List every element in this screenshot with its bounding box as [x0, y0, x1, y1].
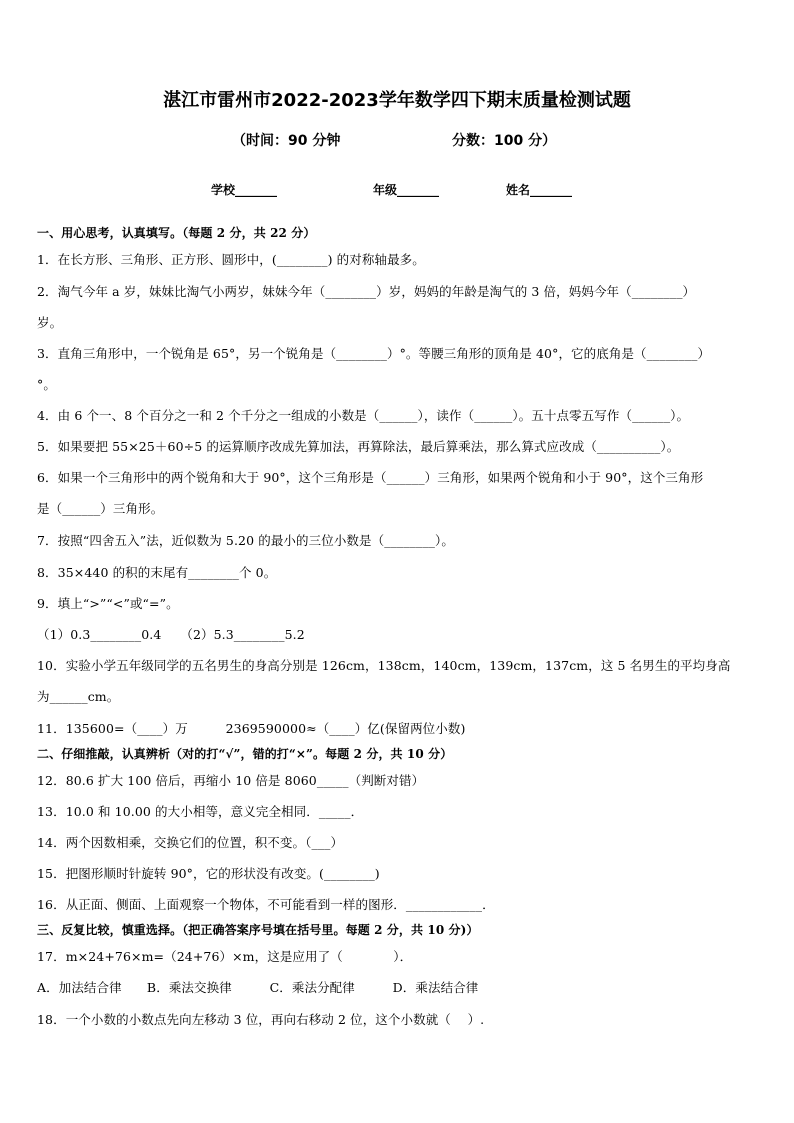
- question-4: 4．由 6 个一、8 个百分之一和 2 个千分之一组成的小数是（______），读作（______）。五十点零五写作（______）。: [37, 408, 690, 423]
- question-1: 1．在长方形、三角形、正方形、圆形中，(________) 的对称轴最多。: [37, 252, 425, 267]
- question-8: 8．35×440 的积的末尾有________个 0。: [37, 565, 277, 580]
- question-9: 9．填上“>”“<”或“=”。: [37, 596, 179, 611]
- name-field: 姓名_______: [506, 183, 573, 197]
- question-11: 11．135600=（____）万 2369590000≈（____）亿(保留两位小数): [37, 721, 466, 736]
- question-5: 5．如果要把 55×25＋60÷5 的运算顺序改成先算加法，再算除法，最后算乘法，那么算式应改成（__________）。: [37, 439, 680, 454]
- question-3-cont: °。: [37, 377, 56, 392]
- question-15: 15．把图形顺时针旋转 90°，它的形状没有改变。(________): [37, 866, 380, 881]
- question-18: 18．一个小数的小数点先向左移动 3 位，再向右移动 2 位，这个小数就（ ）.: [37, 1012, 485, 1027]
- question-6-cont: 是（______）三角形。: [37, 501, 164, 516]
- section-3-heading: 三、反复比较，慎重选择。（把正确答案序号填在括号里。每题 2 分，共 10 分)）: [37, 923, 479, 937]
- question-12: 12．80.6 扩大 100 倍后，再缩小 10 倍是 8060_____（判断对错）: [37, 773, 425, 788]
- question-16: 16．从正面、侧面、上面观察一个物体，不可能看到一样的图形．____________．: [37, 897, 495, 912]
- question-17-options: A．加法结合律 B．乘法交换律 C．乘法分配律 D．乘法结合律: [37, 980, 479, 995]
- grade-field: 年级_______: [373, 183, 440, 197]
- question-14: 14．两个因数相乘，交换它们的位置，积不变。（___）: [37, 835, 344, 850]
- question-6: 6．如果一个三角形中的两个锐角和大于 90°，这个三角形是（______）三角形，如果两个锐角和小于 90°，这个三角形: [37, 470, 704, 485]
- question-7: 7．按照“四舍五入”法，近似数为 5.20 的最小的三位小数是（________）。: [37, 533, 454, 548]
- section-1-heading: 一、用心思考，认真填写。（每题 2 分，共 22 分）: [37, 226, 316, 240]
- page-title: 湛江市雷州市2022-2023学年数学四下期末质量检测试题: [163, 90, 631, 111]
- question-2: 2．淘气今年 a 岁，妹妹比淘气小两岁，妹妹今年（________）岁，妈妈的年龄是淘气的 3 倍，妈妈今年（________）: [37, 284, 696, 299]
- school-field: 学校_______: [211, 183, 278, 197]
- exam-time: （时间：90 分钟: [232, 133, 341, 149]
- question-17: 17．m×24+76×m=（24+76）×m，这是应用了（ ）．: [37, 949, 413, 964]
- question-13: 13．10.0 和 10.00 的大小相等，意义完全相同．_____．: [37, 804, 364, 819]
- question-10: 10．实验小学五年级同学的五名男生的身高分别是 126cm，138cm，140cm，139cm，137cm，这 5 名男生的平均身高: [37, 658, 731, 673]
- question-10-cont: 为______cm。: [37, 689, 120, 704]
- question-9-parts: （1）0.3________0.4 （2）5.3________5.2: [37, 627, 305, 642]
- exam-score: 分数：100 分）: [452, 133, 557, 149]
- question-2-cont: 岁。: [37, 315, 63, 330]
- section-2-heading: 二、仔细推敲，认真辨析（对的打“√”，错的打“×”。每题 2 分，共 10 分）: [37, 747, 453, 761]
- question-3: 3．直角三角形中，一个锐角是 65°，另一个锐角是（________）°。等腰三角形的顶角是 40°，它的底角是（________）: [37, 346, 711, 361]
